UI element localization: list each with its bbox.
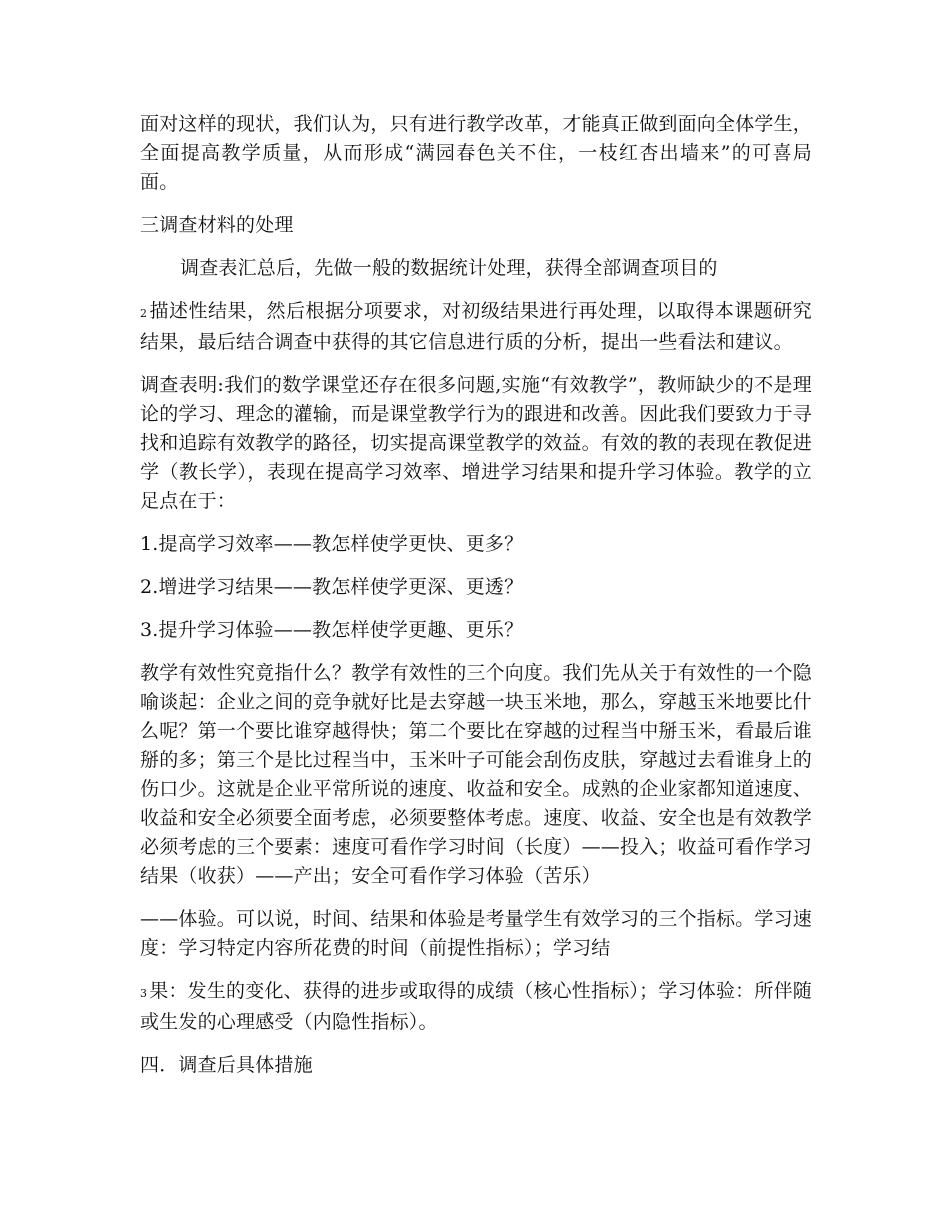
document-body — [140, 110, 812, 1094]
section-heading-3: 三调查材料的处理 — [140, 214, 294, 236]
paragraph-effectiveness-metaphor: 教学有效性究竟指什么？教学有效性的三个向度。我们先从关于有效性的一个隐喻谈起：企业之间的竞争就好比是去穿越一块玉米地，那么，穿越玉米地要比什么呢？第一个要比谁穿越得快；第二个要比在穿越的过程当中掰玉米，看最后谁掰的多；第三个是比过程当中，玉米叶子可能会刮伤皮肤，穿越过去看谁身上的伤口少。这就是企业平常所说的速度、收益和安全。成熟的企业家都知道速度、收益和安全必须要全面考虑，必须要整体考虑。速度、收益、安全也是有效教学必须考虑的三个要素：速度可看作学习时间（长度）——投入；收益可看作学习结果（收获）——产出；安全可看作学习体验（苦乐） — [140, 662, 813, 887]
list-item-3: 3.提升学习体验——教怎样使学更趣、更乐？ — [140, 619, 524, 641]
list-item-2: 2.增进学习结果——教怎样使学更深、更透？ — [140, 576, 524, 598]
paragraph-indicators: ——体验。可以说，时间、结果和体验是考量学生有效学习的三个指标。学习速度：学习特定内容所花费的时间（前提性指标）；学习结 — [140, 908, 813, 959]
section-heading-4: 四．调查后具体措施 — [140, 1054, 313, 1076]
paragraph-text: 描述性结果，然后根据分项要求，对初级结果进行再处理，以取得本课题研究结果，最后结合调查中获得的其它信息进行质的分析，提出一些看法和建议。 — [140, 300, 812, 353]
paragraph-results-experience — [140, 977, 812, 1037]
page-number-marker: 3 — [140, 987, 148, 1000]
paragraph-text: 果：发生的变化、获得的进步或取得的成绩（核心性指标）；学习体验：所伴随或生发的心理感受（内隐性指标）。 — [140, 980, 812, 1033]
paragraph-data-processing: 调查表汇总后，先做一般的数据统计处理，获得全部调查项目的 — [180, 257, 718, 279]
paragraph-survey-findings: 调查表明:我们的数学课堂还存在很多问题,实施“有效教学”，教师缺少的不是理论的学习、理念的灌输，而是课堂教学行为的跟进和改善。因此我们要致力于寻找和追踪有效教学的路径，切实提高课堂教学的效益。有效的教的表现在教促进学（教长学），表现在提高学习效率、增进学习结果和提升学习体验。教学的立足点在于： — [140, 374, 813, 512]
paragraph-descriptive-results — [140, 297, 812, 357]
page-number-marker: 2 — [140, 307, 148, 320]
list-item-1: 1.提高学习效率——教怎样使学更快、更多？ — [140, 533, 524, 555]
paragraph-intro: 面对这样的现状，我们认为，只有进行教学改革，才能真正做到面向全体学生，全面提高教学质量，从而形成“满园春色关不住，一枝红杏出墙来”的可喜局面。 — [140, 113, 813, 193]
